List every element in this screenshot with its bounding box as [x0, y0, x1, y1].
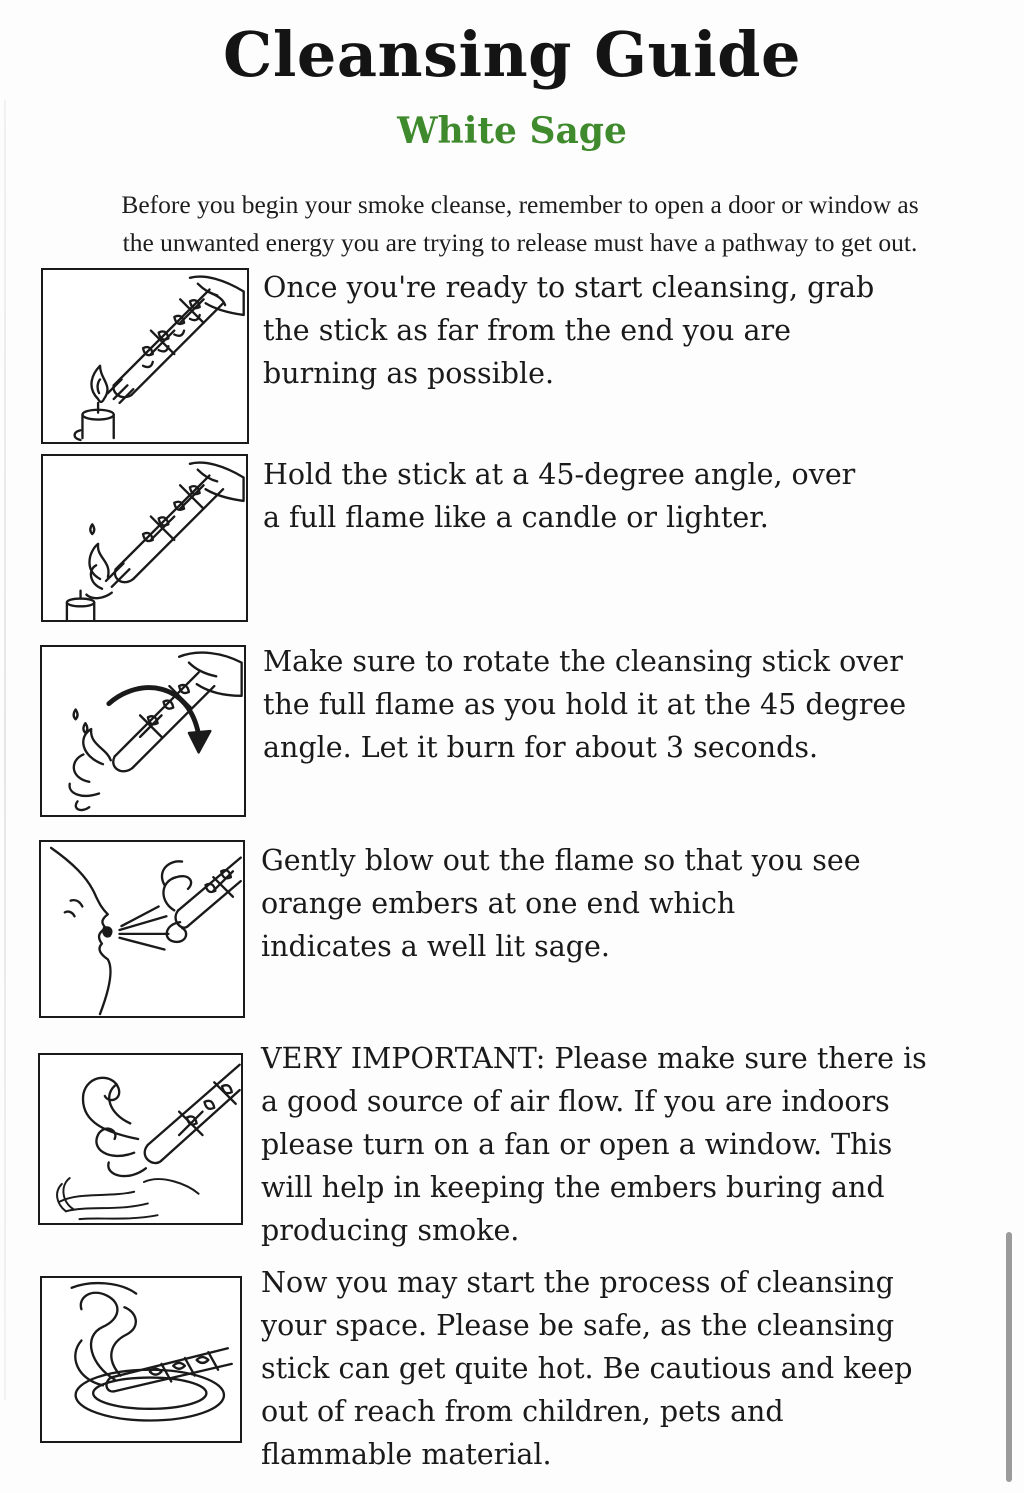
- step-line: please turn on a fan or open a window. This: [261, 1128, 893, 1161]
- intro-line: the unwanted energy you are trying to release must have a pathway to get out.: [122, 228, 918, 257]
- step-line: your space. Please be safe, as the cleansing: [261, 1309, 895, 1342]
- step-line: producing smoke.: [261, 1214, 520, 1247]
- step-line: flammable material.: [261, 1438, 552, 1471]
- candle-lighting-sage-icon: [43, 270, 247, 442]
- step-line: burning as possible.: [263, 357, 555, 390]
- step-line: Now you may start the process of cleansing: [261, 1266, 894, 1299]
- step-line: Hold the stick at a 45-degree angle, over: [263, 458, 856, 491]
- step-2-text: [263, 453, 855, 539]
- step-6-illustration: [40, 1276, 242, 1443]
- page-edge: [4, 100, 6, 1400]
- step-3-text: [263, 640, 906, 769]
- step-line: VERY IMPORTANT: Please make sure there is: [261, 1042, 927, 1075]
- page-title: Cleansing Guide: [223, 18, 801, 91]
- step-4-text: [261, 839, 861, 968]
- sage-over-flame-icon: [43, 456, 246, 620]
- intro-line: Before you begin your smoke cleanse, remember to open a door or window as: [121, 190, 919, 219]
- step-line: a good source of air flow. If you are indoors: [261, 1085, 890, 1118]
- step-2-illustration: [41, 454, 248, 622]
- step-5-illustration: [38, 1053, 243, 1225]
- page-subtitle: White Sage: [397, 110, 627, 152]
- intro-paragraph: [20, 186, 1020, 262]
- step-line: indicates a well lit sage.: [261, 930, 610, 963]
- step-line: Make sure to rotate the cleansing stick over: [263, 645, 903, 678]
- step-line: a full flame like a candle or lighter.: [263, 501, 769, 534]
- step-line: the stick as far from the end you are: [263, 314, 791, 347]
- scrollbar-thumb[interactable]: [1006, 1232, 1012, 1482]
- step-line: orange embers at one end which: [261, 887, 736, 920]
- blow-out-flame-icon: [41, 842, 243, 1016]
- sage-on-dish-icon: [42, 1278, 240, 1441]
- step-line: the full flame as you hold it at the 45 degree: [263, 688, 907, 721]
- step-1-illustration: [41, 268, 249, 444]
- step-line: out of reach from children, pets and: [261, 1395, 784, 1428]
- step-line: stick can get quite hot. Be cautious and keep: [261, 1352, 913, 1385]
- step-4-illustration: [39, 840, 245, 1018]
- rotate-sage-icon: [42, 647, 244, 815]
- step-3-illustration: [40, 645, 246, 817]
- step-1-text: [263, 266, 874, 395]
- air-flow-smoke-icon: [40, 1055, 241, 1223]
- step-6-text: [261, 1261, 913, 1476]
- step-line: angle. Let it burn for about 3 seconds.: [263, 731, 818, 764]
- step-5-text: [261, 1037, 927, 1252]
- step-line: Gently blow out the flame so that you see: [261, 844, 861, 877]
- step-line: Once you're ready to start cleansing, grab: [263, 271, 875, 304]
- step-line: will help in keeping the embers buring and: [261, 1171, 885, 1204]
